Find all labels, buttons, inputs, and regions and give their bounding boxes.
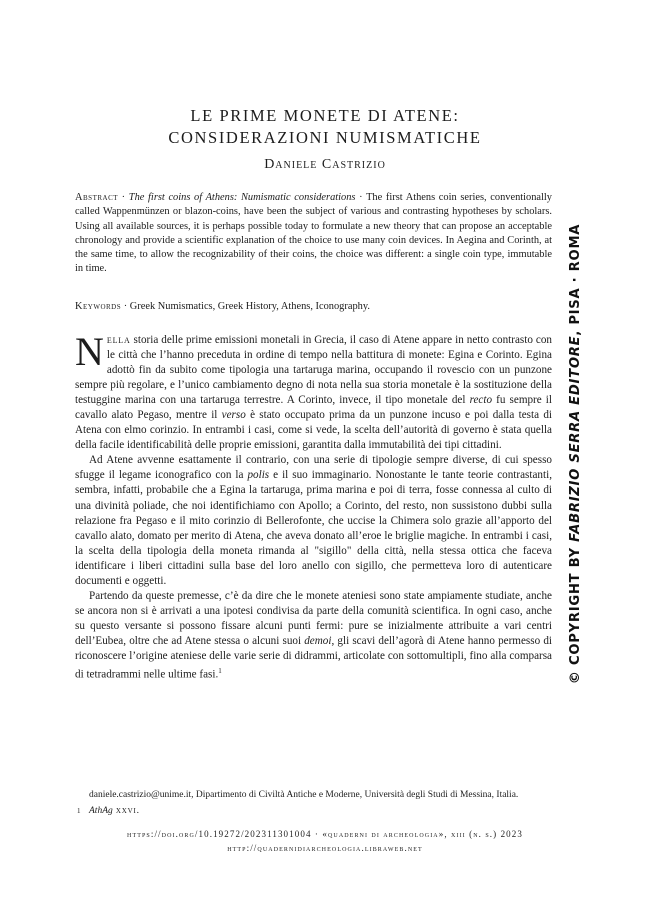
footnote-ref-abbrev: AthAg bbox=[89, 806, 113, 816]
small-caps-lead: ella bbox=[106, 334, 131, 346]
p3-text-b: , gli scavi dell’agorà di Atene hanno permesso di riconoscere l’origine ateniese delle varie serie di didrammi, articolate con sottomultipli, fino alla comparsa di tetradrammi nelle ultime fasi. bbox=[75, 634, 552, 681]
keywords-label: Keywords bbox=[75, 301, 122, 312]
copyright-text bbox=[565, 214, 587, 694]
copyright-part-a: © COPYRIGHT BY bbox=[568, 541, 583, 685]
p2-italic-polis: polis bbox=[247, 469, 270, 482]
p1-text-a: storia delle prime emissioni monetali in Grecia, il caso di Atene appare in netto contrasto con le città che l’hanno preceduta in ordine di tempo nella battitura di monete: Egina e Corinto. Egina adottò fin da subito come tipologia una tartaruga marina, occupando il rovescio con un punzone sempre più regolare, e l’unico cambiamento degno di nota nella sua storia monetale è la sostituzione della testuggine marina con una tartaruga terrestre. A Corinto, invece, il tipo monetale del bbox=[75, 334, 552, 407]
copyright-sidebar bbox=[565, 214, 587, 694]
paragraph-1 bbox=[75, 329, 552, 453]
p1-italic-recto: recto bbox=[469, 394, 493, 407]
author-name: Daniele Castrizio bbox=[264, 157, 386, 172]
p1-italic-verso: verso bbox=[221, 409, 246, 422]
abstract-text: · The first Athens coin series, conventionally called Wappenmünzen or blazon-coins, have been the subject of various and contrasting hypotheses by scholars. Using all available sources, it is perhaps possible today to formulate a new theory that can propose an acceptable chronology and provide a scientific explanation of the choice to use many coin devices. In Aegina and Corinth, at the same time, to allow the recognizability of their coins, the choice was different: a single coin type, immutable in time. bbox=[75, 192, 553, 275]
abstract-label: Abstract bbox=[75, 192, 119, 203]
body-text bbox=[75, 329, 552, 683]
p1-text-c: è stato occupato prima da un punzone incuso e poi dalla testa di Atena con elmo corinzio. In entrambi i casi, come si vede, la scelta dell’autorità di governo è stata quella della facile identificabilità delle proprie emissioni, garantita dalla immutabilità dei tipi cittadini. bbox=[75, 409, 552, 452]
p3-italic-demoi: demoi bbox=[304, 634, 332, 647]
doi-line: https://doi.org/10.19272/202311301004 · «quaderni di archeologia», xiii (n. s.) 2023 bbox=[127, 829, 523, 839]
title-line-1: LE PRIME MONETE DI ATENE: bbox=[190, 106, 460, 125]
p2-text-a: Ad Atene avvenne esattamente il contrario, con una serie di tipologie sempre diverse, di cui spesso sfugge il legame iconografico con la bbox=[75, 454, 552, 482]
drop-cap: N bbox=[75, 329, 104, 374]
copyright-publisher: FABRIZIO SERRA EDITORE bbox=[568, 335, 583, 542]
paragraph-2 bbox=[75, 453, 552, 588]
journal-url: http://quadernidiarcheologia.libraweb.net bbox=[227, 843, 423, 853]
p3-text-a: Partendo da queste premesse, c’è da dire che le monete ateniesi sono state ampiamente studiate, anche se ancora non si è arrivati a una ipotesi condivisa da parte della comunità scientifica. In ogni caso, anche su questo versante si possono fissare alcuni punti fermi: pure se inizialmente attribuite a vari centri dell’Eubea, oltre che ad Atene stessa o alcuni suoi bbox=[75, 589, 552, 647]
keywords bbox=[75, 300, 552, 314]
p2-text-b: e il suo immaginario. Nonostante le tante teorie contrastanti, sembra, infatti, probabile che a Egina la tartaruga, prima marina e poi di terra, fosse connessa al culto di una divinità poliade, che noi identifichiamo con Apollo; a Corinto, del resto, non sussistono dubbi sulla relazione fra Pegaso e il mito corinzio di Bellerofonte, che uccise la Chimera solo grazie all’apporto del cavallo alato, domato per merito di Atena, che aveva donato all’eroe le briglie magiche. In entrambi i casi, la scelta della tipologia della moneta rimanda al "sigillo" della città, nella stessa ottica che faceva identificare i liberi cittadini sulla base del loro anello con sigillo, che permetteva loro di autenticare documenti e oggetti. bbox=[75, 469, 552, 587]
footnote-ref-rest: xxvi. bbox=[112, 806, 140, 816]
footnote-affiliation: daniele.castrizio@unime.it, Dipartimento di Civiltà Antiche e Moderne, Università degli Studi di Messina, Italia. bbox=[89, 790, 519, 800]
title-line-2: CONSIDERAZIONI NUMISMATICHE bbox=[168, 128, 482, 147]
keywords-text: · Greek Numismatics, Greek History, Athens, Iconography. bbox=[121, 301, 370, 312]
copyright-part-b: , PISA · ROMA bbox=[568, 223, 583, 336]
paragraph-3 bbox=[75, 589, 552, 683]
footnote-ref-1[interactable]: 1 bbox=[218, 667, 222, 676]
abstract-subtitle: The first coins of Athens: Numismatic considerations bbox=[128, 192, 356, 203]
abstract-separator: · bbox=[118, 192, 129, 203]
abstract bbox=[75, 191, 552, 277]
footnote-1 bbox=[77, 805, 559, 818]
footnote-number: 1 bbox=[77, 807, 81, 815]
p1-text-b: fu sempre il cavallo alato Pegaso, mentre il bbox=[75, 394, 552, 422]
